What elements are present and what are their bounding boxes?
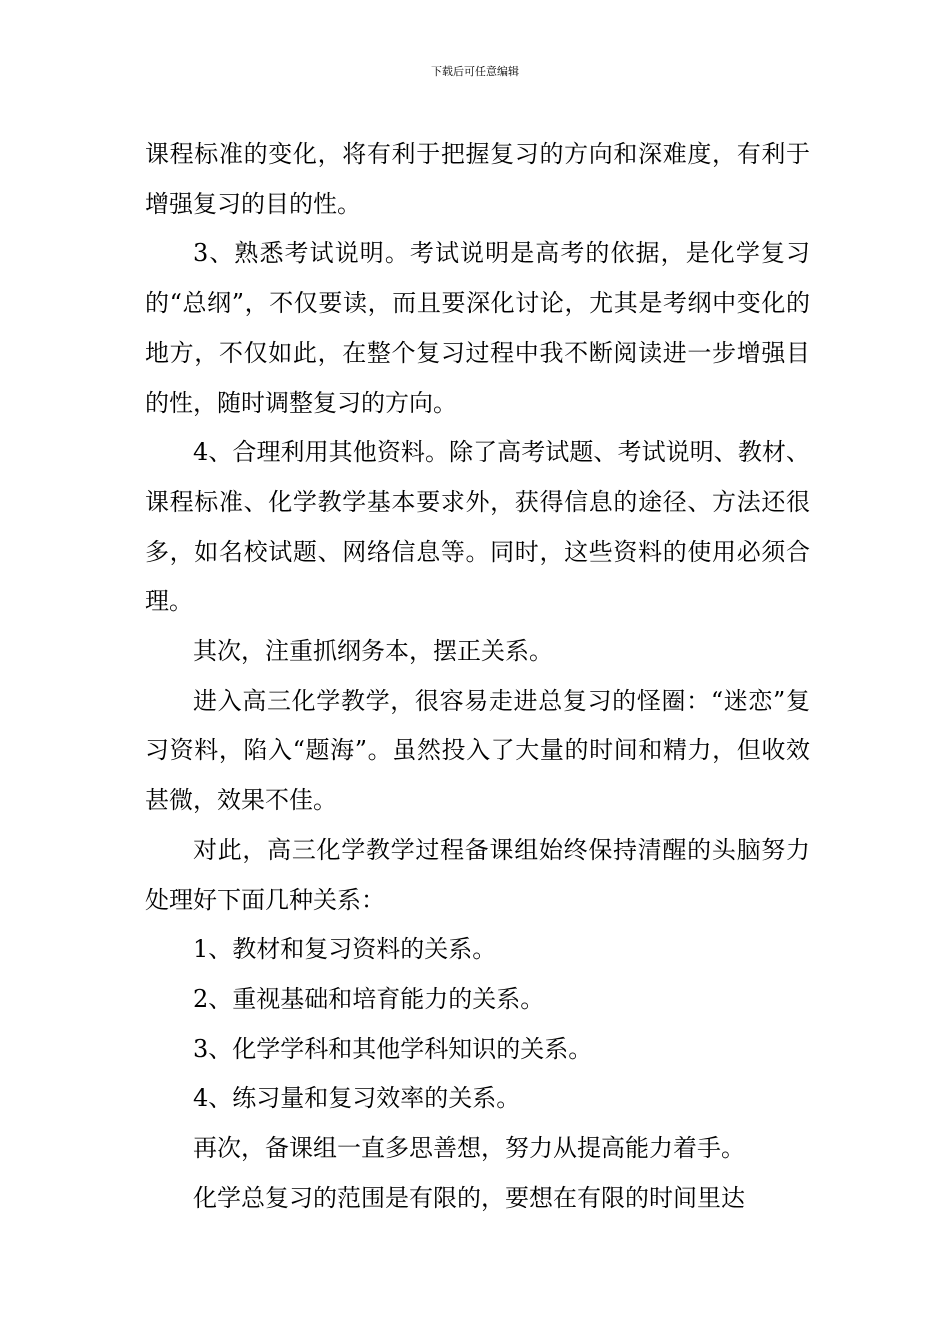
paragraph-5: 进入高三化学教学，很容易走进总复习的怪圈：“迷恋”复习资料，陷入“题海”。虽然投入了大量的时间和精力，但收效甚微，效果不佳。	[145, 686, 810, 815]
paragraph-8: 2、重视基础和培育能力的关系。	[193, 984, 545, 1013]
paragraph-6: 对此，高三化学教学过程备课组始终保持清醒的头脑努力处理好下面几种关系：	[145, 835, 810, 914]
paragraph-12: 化学总复习的范围是有限的，要想在有限的时间里达	[193, 1183, 745, 1212]
paragraph-1: 课程标准的变化，将有利于把握复习的方向和深难度，有利于增强复习的目的性。	[145, 140, 810, 218]
page-header: 下载后可任意编辑	[431, 65, 519, 78]
paragraph-7: 1、教材和复习资料的关系。	[193, 935, 497, 964]
paragraph-11: 再次，备课组一直多思善想，努力从提高能力着手。	[193, 1134, 745, 1163]
paragraph-10: 4、练习量和复习效率的关系。	[193, 1084, 521, 1113]
paragraph-2: 3、熟悉考试说明。考试说明是高考的依据，是化学复习的“总纲”，不仅要读，而且要深化讨论，尤其是考纲中变化的地方，不仅如此，在整个复习过程中我不断阅读进一步增强目的性，随时调整复习的方向。	[145, 239, 810, 417]
paragraph-4: 其次，注重抓纲务本，摆正关系。	[193, 637, 553, 666]
document-body	[145, 130, 810, 1223]
paragraph-3: 4、合理利用其他资料。除了高考试题、考试说明、教材、课程标准、化学教学基本要求外，获得信息的途径、方法还很多，如名校试题、网络信息等。同时，这些资料的使用必须合理。	[145, 438, 810, 616]
paragraph-9: 3、化学学科和其他学科知识的关系。	[193, 1034, 593, 1063]
